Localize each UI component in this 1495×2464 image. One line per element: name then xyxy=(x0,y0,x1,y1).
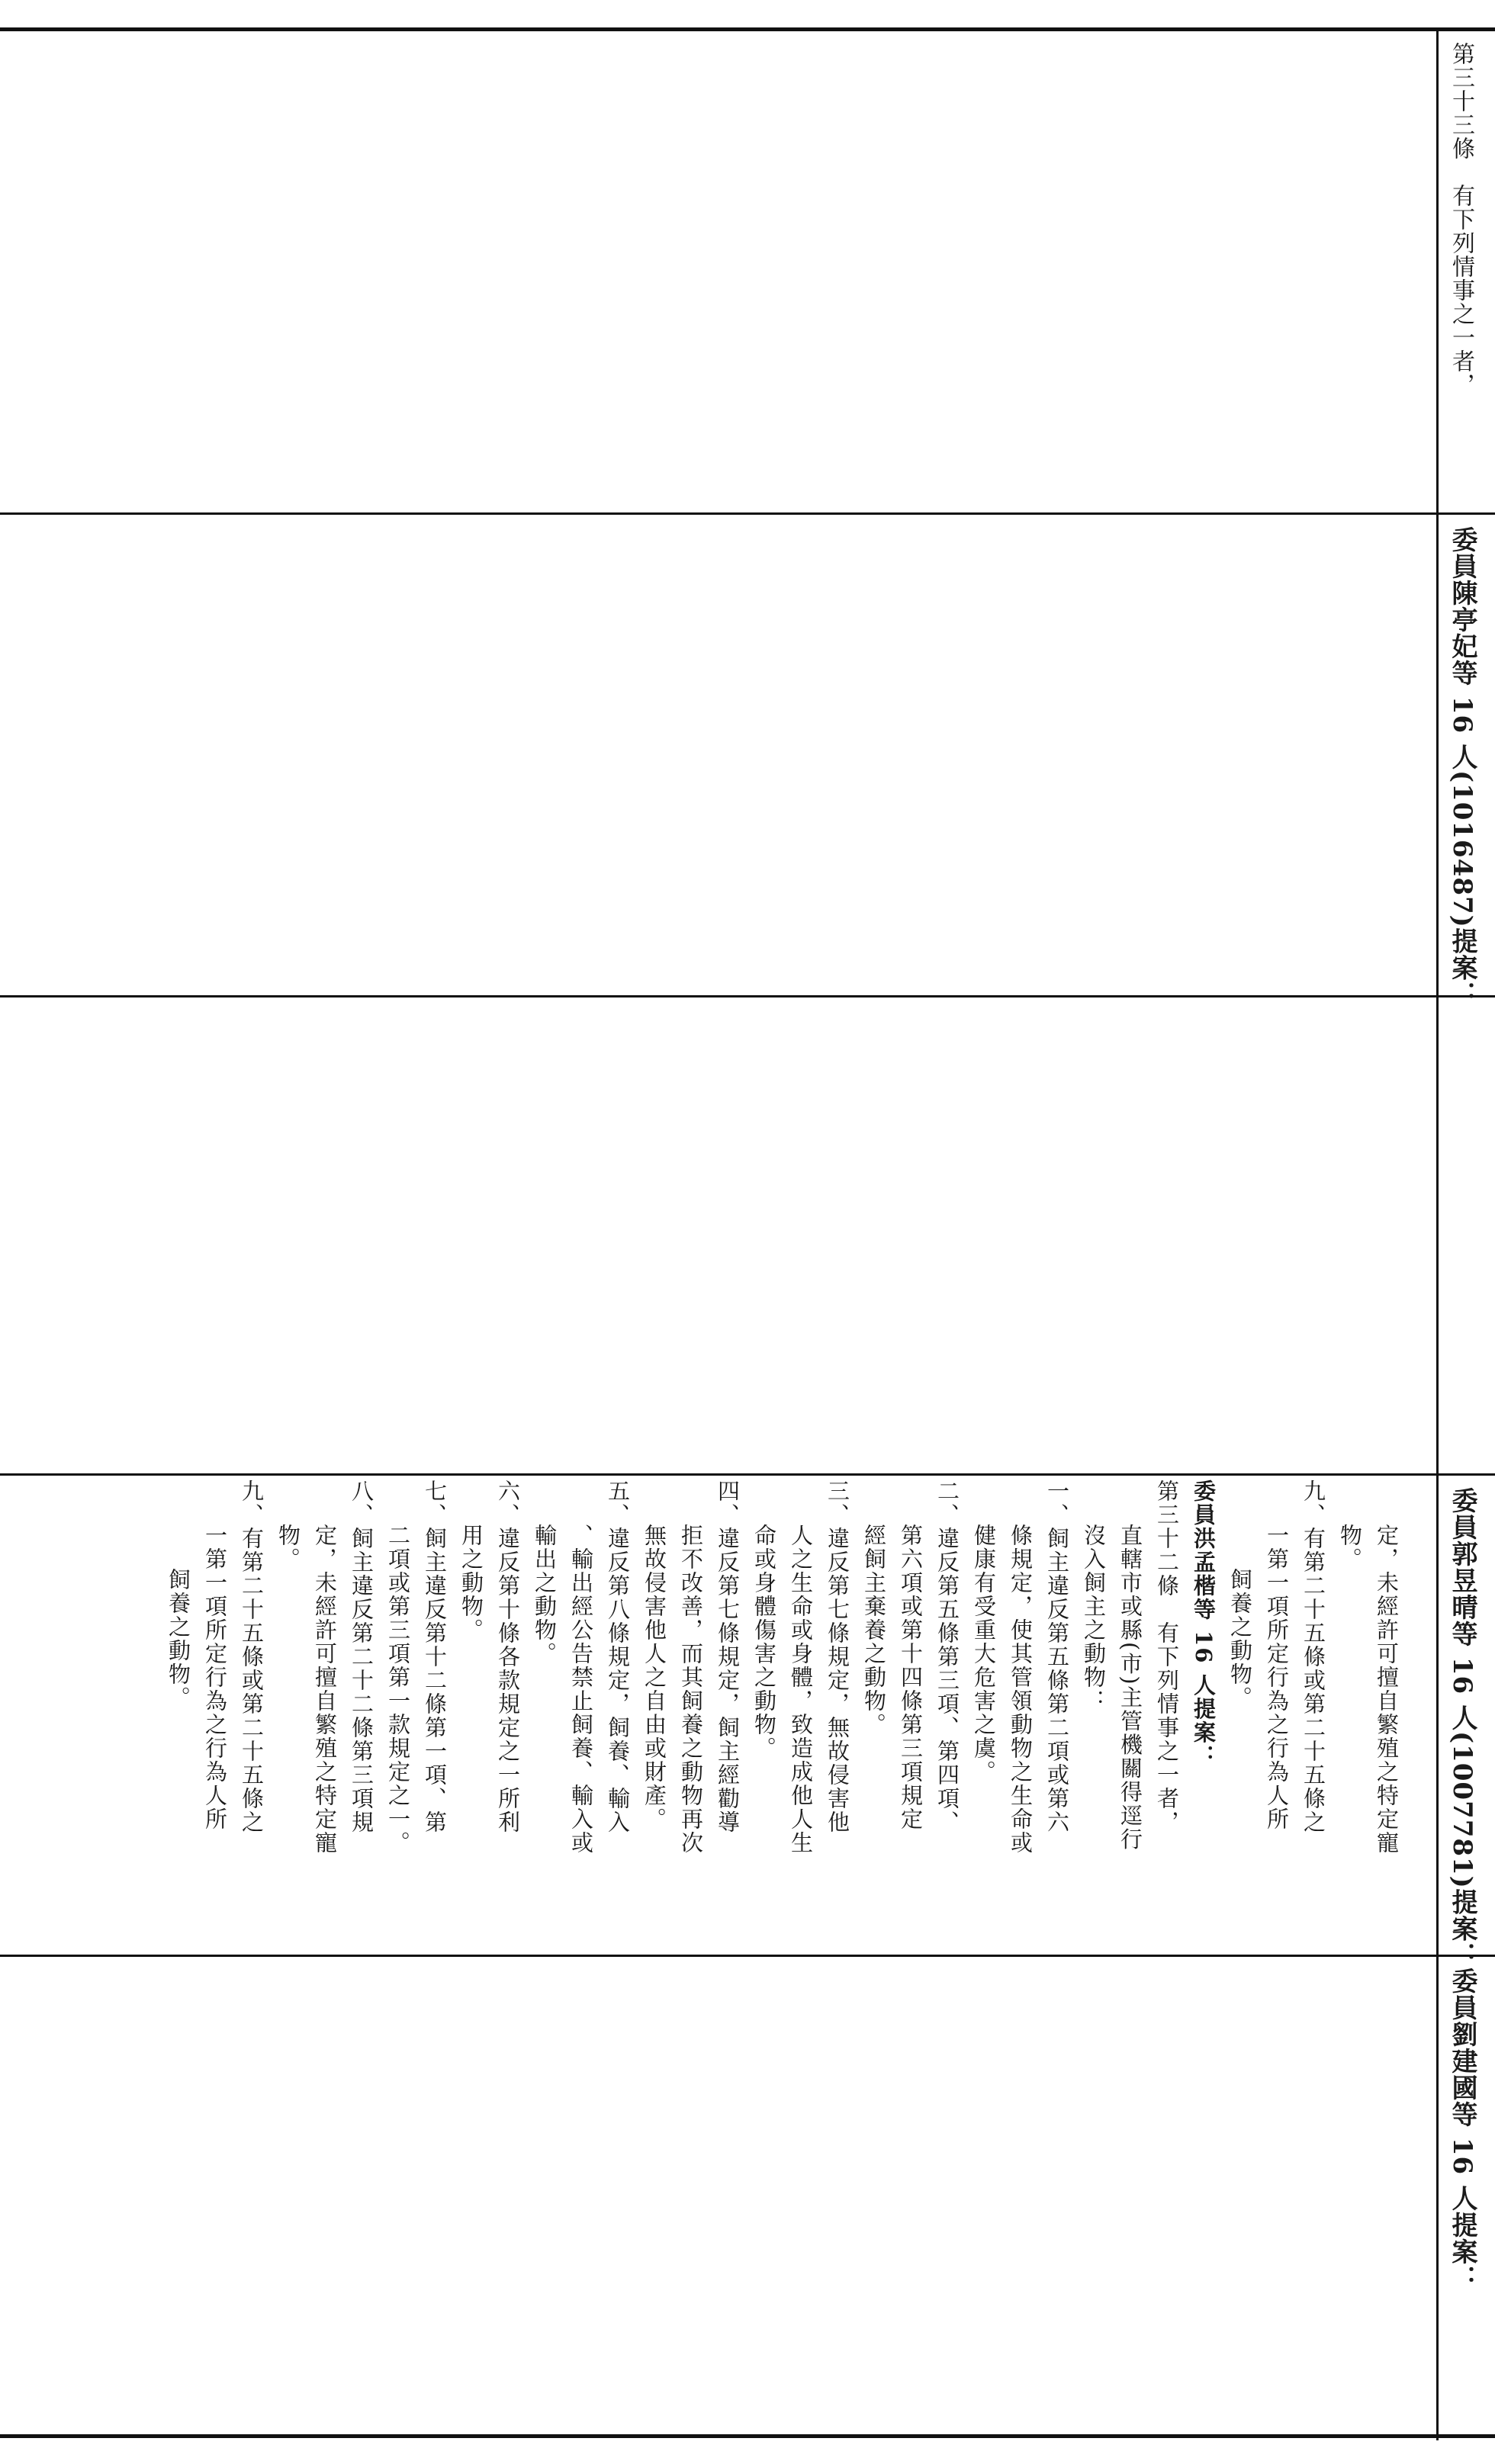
text-line: 二、違反第五條第三項、第四項、 xyxy=(934,1479,960,1834)
top-rule xyxy=(0,27,1495,31)
text-line: 拒不改善，而其飼養之動物再次 xyxy=(678,1524,704,1855)
text-line: 直轄市或縣(市)主管機關得逕行 xyxy=(1117,1524,1143,1852)
row-header-2: 委員陳亭妃等 16 人(1016487)提案： xyxy=(1447,526,1477,1008)
text-line: 九、有第二十五條或第二十五條之 xyxy=(239,1479,265,1834)
text-line: 、輸出經公告禁止飼養、輸入或 xyxy=(568,1524,594,1855)
text-lines xyxy=(160,1479,1405,1952)
row-divider-1 xyxy=(0,512,1495,515)
text-line: 四、違反第七條規定，飼主經勸導 xyxy=(715,1479,741,1834)
text-line: 定，未經許可擅自繁殖之特定寵 xyxy=(312,1524,338,1855)
text-line: 人之生命或身體，致造成他人生 xyxy=(788,1524,814,1855)
text-line: 健康有受重大危害之虞。 xyxy=(971,1524,997,1784)
row-header-1: 第三十三條 有下列情事之一者， xyxy=(1448,42,1474,397)
text-block-row4-body xyxy=(160,1479,1405,1952)
text-line: 委員洪孟楷等 16 人提案： xyxy=(1191,1479,1217,1768)
row-divider-2 xyxy=(0,995,1495,997)
text-line: 物。 xyxy=(275,1524,301,1571)
text-line: 條規定，使其管領動物之生命或 xyxy=(1008,1524,1034,1855)
bottom-rule xyxy=(0,2434,1495,2438)
row-divider-4 xyxy=(0,1955,1495,1957)
text-line: 物。 xyxy=(1337,1524,1363,1571)
text-line: 輸出之動物。 xyxy=(532,1524,558,1666)
text-line: 經飼主棄養之動物。 xyxy=(861,1524,887,1736)
row-divider-3 xyxy=(0,1473,1495,1476)
row-header-5: 委員劉建國等 16 人提案： xyxy=(1447,1968,1477,2292)
text-line: 無故侵害他人之自由或財產。 xyxy=(641,1524,667,1831)
text-line: 沒入飼主之動物： xyxy=(1081,1524,1107,1713)
column-divider-right xyxy=(1436,31,1439,2440)
text-line: 一第一項所定行為之行為人所 xyxy=(1264,1524,1290,1831)
text-line: 飼養之動物。 xyxy=(166,1568,191,1710)
text-line: 用之動物。 xyxy=(458,1524,484,1642)
text-line: 二項或第三項第一款規定之一。 xyxy=(385,1524,411,1855)
text-line: 五、違反第八條規定，飼養、輸入 xyxy=(605,1479,631,1834)
text-line: 一第一項所定行為之行為人所 xyxy=(202,1524,228,1831)
text-line: 飼養之動物。 xyxy=(1227,1568,1253,1710)
text-line: 命或身體傷害之動物。 xyxy=(751,1524,777,1760)
text-line: 第六項或第十四條第三項規定 xyxy=(898,1524,924,1831)
text-line: 八、飼主違反第二十二條第三項規 xyxy=(349,1479,375,1834)
text-line: 定，未經許可擅自繁殖之特定寵 xyxy=(1374,1524,1400,1855)
row-header-4: 委員郭昱晴等 16 人(1007781)提案： xyxy=(1447,1487,1477,1969)
text-line: 一、飼主違反第五條第二項或第六 xyxy=(1044,1479,1070,1834)
text-line: 七、飼主違反第十二條第一項、第 xyxy=(422,1479,448,1834)
text-line: 九、有第二十五條或第二十五條之 xyxy=(1300,1479,1326,1834)
text-line: 第三十二條 有下列情事之一者， xyxy=(1154,1479,1180,1834)
text-line: 六、違反第十條各款規定之一所利 xyxy=(495,1479,521,1834)
text-line: 三、違反第七條規定，無故侵害他 xyxy=(825,1479,850,1834)
